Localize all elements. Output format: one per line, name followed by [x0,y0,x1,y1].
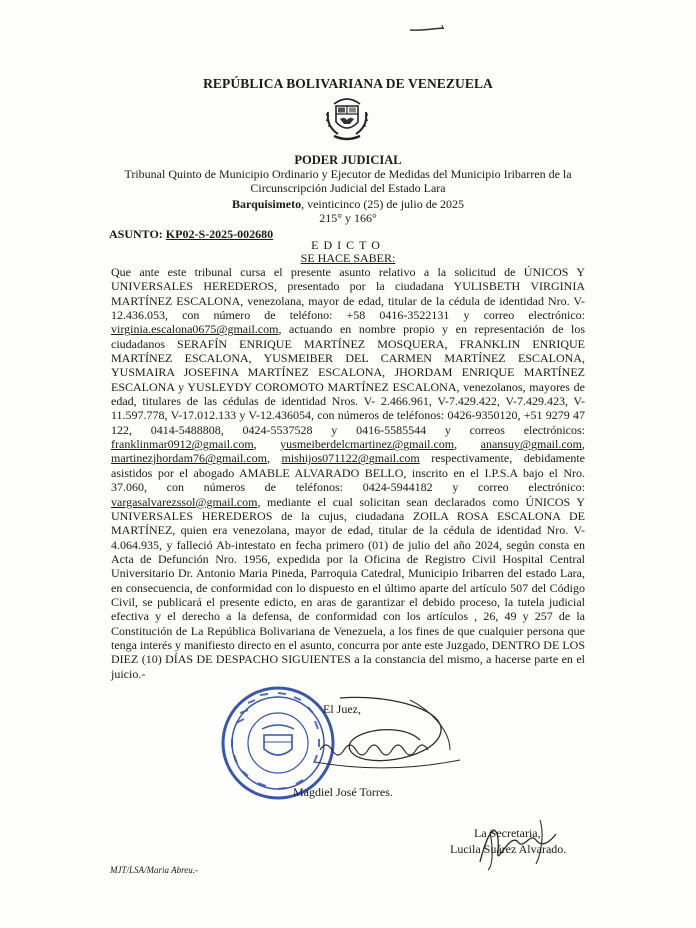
email-franklin: franklinmar0912@gmail.com [111,437,254,452]
pen-mark-icon [408,22,446,34]
judge-name: Magdiel José Torres. [293,785,393,799]
email-virginia: virginia.escalona0675@gmail.com [111,322,279,337]
venezuela-coat-of-arms-icon [320,92,374,146]
edict-title: EDICTO [311,238,385,252]
judge-label: El Juez, [323,702,361,716]
email-vargas: vargasalvarezssol@gmail.com [111,494,258,509]
body-paragraph-part: Que ante este tribunal cursa el presente asunto relativo a la solicitud de ÚNICOS Y UNIVERSALES HEREDEROS, presentado por la ciudadana YULISBETH VIRGINIA MARTÍNEZ ESCALONA, venezolana, mayor de edad, titular de la cédula de identidad Nro. V-12.436.053, con número de teléfono: +58 0416-3522131 y correo electrónico: [111,265,585,323]
body-paragraph-part: respectivamente, debidamente asistidos por el abogado AMABLE ALVARADO BELLO, inscrito en el I.P.S.A bajo el Nro. 37.060, con números de teléfonos: 0424-5944182 y correo electrónico: [111,451,586,495]
document-date: , veinticinco (25) de julio de 2025 [301,197,465,211]
body-paragraph-part: , mediante el cual solicitan sean declarados como ÚNICOS Y UNIVERSALES HEREDEROS de la cujus, ciudadana ZOILA ROSA ESCALONA DE MARTÍNEZ, quien era venezolana, mayor de edad, titular de la cédula de identidad Nro. V-4.064.935, y falleció Ab-intestato en fecha primero (01) de julio del año 2024, según consta en Acta de Defunción Nro. 1956, expedida por la Oficina de Registro Civil Hospital Central Universitario Dr. Antonio Maria Pineda, Parroquia Catedral, Municipio Iribarren del estado Lara, en consecuencia, de conformidad con lo dispuesto en el último aparte del artículo 507 del Código Civil, se publicará el presente edicto, en aras de garantizar el debido proceso, la tutela judicial efectiva y el derecho a la defensa, de conformidad con los artículos , 26, 49 y 257 de la Constitución de La República Bolivariana de Venezuela, a los fines de que cualquier persona que tenga interés y manifiesto directo en el asunto, concurra por ante este Juzgado, DENTRO DE LOS DIEZ (10) DÍAS DE DESPACHO SIGUIENTES a la constancia del mismo, a hacerse parte en el juicio.- [111,494,585,681]
city-name: Barquisimeto [231,197,302,211]
typist-initials: MJT/LSA/Maria Abreu.- [110,865,198,875]
email-jhordam: martinezjhordam76@gmail.com [111,451,268,466]
independence-federation-years: 215° y 166° [319,211,377,225]
email-yusmeiber: yusmeiberdelcmartinez@gmail.com [280,437,455,452]
email-mishijos: mishijos071122@gmail.com [281,451,420,466]
place-and-date [0,197,696,212]
email-anansuy: anansuy@gmail.com [480,437,582,452]
case-code: KP02-S-2025-002680 [165,227,274,241]
secretary-name: Lucila Suárez Alvarado. [450,842,567,856]
case-label: ASUNTO: [109,227,163,241]
edict-body: Que ante este tribunal cursa el presente asunto relativo a la solicitud de ÚNICOS Y UNIVERSALES HEREDEROS, presentado por la ciudadana YULISBETH VIRGINIA MARTÍNEZ ESCALONA, venezolana, mayor de edad, titular de la cédula de identidad Nro. V-12.436.053, con número de teléfono: +58 0416-3522131 y correo electrónico: virginia.escalona0675@gmail.com, actuando en nombre propio y en representación de los ciudadanos SERAFÍN ENRIQUE MARTÍNEZ MOSQUERA, FRANKLIN ENRIQUE MARTÍNEZ ESCALONA, YUSMEIBER DEL CARMEN MARTÍNEZ ESCALONA, YUSMAIRA JOSEFINA MARTÍNEZ ESCALONA, JHORDAM ENRIQUE MARTÍNEZ ESCALONA y YUSLEYDY COROMOTO MARTÍNEZ ESCALONA, venezolanos, mayores de edad, titulares de las cédulas de identidad Nros. V- 2.466.961, V-7.429.422, V-7.429.423, V-11.597.778, V-17.012.133 y V-12.436054, con números de teléfonos: 0426-9350120, +51 9279 47 122, 0414-5488808, 0424-5537528 y 0416-5585544 y correos electrónicos: franklinmar0912@gmail.com, yusmeiberdelcmartinez@gmail.com, anansuy@gmail.com, martinezjhordam76@gmail.com, mishijos071122@gmail.com respectivamente, debidamente asistidos por el abogado AMABLE ALVARADO BELLO, inscrito en el I.P.S.A bajo el Nro. 37.060, con números de teléfonos: 0424-5944182 y correo electrónico: vargasalvarezssol@gmail.com, mediante el cual solicitan sean declarados como ÚNICOS Y UNIVERSALES HEREDEROS de la cujus, ciudadana ZOILA ROSA ESCALONA DE MARTÍNEZ, quien era venezolana, mayor de edad, titular de la cédula de identidad Nro. V-4.064.935, y falleció Ab-intestato en fecha primero (01) de julio del año 2024, según consta en Acta de Defunción Nro. 1956, expedida por la Oficina de Registro Civil Hospital Central Universitario Dr. Antonio Maria Pineda, Parroquia Catedral, Municipio Iribarren del estado Lara, en consecuencia, de conformidad con lo dispuesto en el último aparte del artículo 507 del Código Civil, se publicará el presente edicto, en aras de garantizar el debido proceso, la tutela judicial efectiva y el derecho a la defensa, de conformidad con los artículos , 26, 49 y 257 de la Constitución de La República Bolivariana de Venezuela, a los fines de que cualquier persona que tenga interés y manifiesto directo en el asunto, concurra por ante este Juzgado, DENTRO DE LOS DIEZ (10) DÍAS DE DESPACHO SIGUIENTES a la constancia del mismo, a hacerse parte en el juicio.- [111,265,586,681]
body-paragraph-part: , actuando en nombre propio y en representación de los ciudadanos SERAFÍN ENRIQUE MARTÍNEZ MOSQUERA, FRANKLIN ENRIQUE MARTÍNEZ ESCALONA, YUSMEIBER DEL CARMEN MARTÍNEZ ESCALONA, YUSMAIRA JOSEFINA MARTÍNEZ ESCALONA, JHORDAM ENRIQUE MARTÍNEZ ESCALONA y YUSLEYDY COROMOTO MARTÍNEZ ESCALONA, venezolanos, mayores de edad, titulares de las cédulas de identidad Nros. V- 2.466.961, V-7.429.422, V-7.429.423, V-11.597.778, V-17.012.133 y V-12.436054, con números de teléfonos: 0426-9350120, +51 9279 47 122, 0414-5488808, 0424-5537528 y 0416-5585544 y correos electrónicos: [111,322,585,437]
secretary-label: La Secretaria, [474,826,541,840]
tribunal-name: Tribunal Quinto de Municipio Ordinario y Ejecutor de Medidas del Municipio Iribarren de la Circunscripción Judicial del Estado Lara [124,167,572,195]
judicial-branch-heading: PODER JUDICIAL [294,153,402,167]
republic-heading: REPÚBLICA BOLIVARIANA DE VENEZUELA [203,76,493,91]
edict-subtitle: SE HACE SABER: [300,251,396,265]
